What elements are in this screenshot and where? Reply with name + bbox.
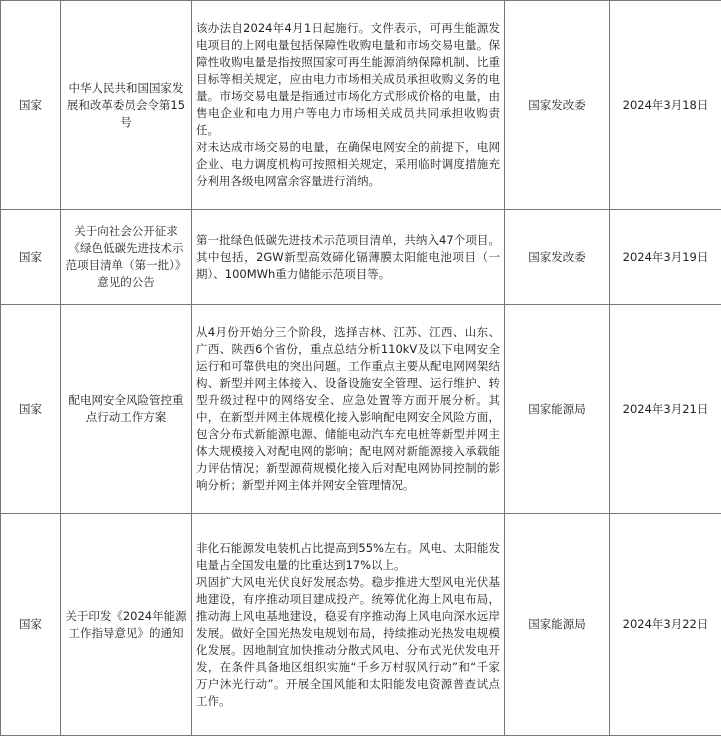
content-paragraph: 从4月份开始分三个阶段，选择吉林、江苏、江西、山东、广西、陕西6个省份，重点总结分析110kV及以下电网安全运行和可靠供电的突出问题。工作重点主要从配电网网架结构、新型并网主体接入、设备设施安全管理、运行维护、转型升级过程中的网络安全、应急处置等方面开展分析。其中，在新型并网主体规模化接入影响配电网安全风险方面，包含分布式新能源电源、储能电动汽车充电桩等新型并网主体大规模接入对配电网的影响；配电网对新能源接入承载能力评估情况；新型源荷规模化接入后对配电网协同控制的影响分析；新型并网主体并网安全管理情况。 xyxy=(196,324,500,494)
table-row xyxy=(1,514,721,736)
policy-title-cell: 中华人民共和国国家发展和改革委员会令第15号 xyxy=(61,1,192,210)
table-row xyxy=(1,305,721,514)
policy-title-cell: 关于印发《2024年能源工作指导意见》的通知 xyxy=(61,514,192,736)
content-paragraph: 对未达成市场交易的电量，在确保电网安全的前提下，电网企业、电力调度机构可按照相关规定，采用临时调度措施充分利用各级电网富余容量进行消纳。 xyxy=(196,139,500,190)
policy-title-cell: 配电网安全风险管控重点行动工作方案 xyxy=(61,305,192,514)
region-cell: 国家 xyxy=(1,305,61,514)
region-cell: 国家 xyxy=(1,210,61,305)
date-cell: 2024年3月21日 xyxy=(610,305,721,514)
region-cell: 国家 xyxy=(1,1,61,210)
region-cell: 国家 xyxy=(1,514,61,736)
table-row xyxy=(1,210,721,305)
department-cell: 国家发改委 xyxy=(505,1,610,210)
date-cell: 2024年3月18日 xyxy=(610,1,721,210)
department-cell: 国家能源局 xyxy=(505,514,610,736)
content-paragraph: 该办法自2024年4月1日起施行。文件表示，可再生能源发电项目的上网电量包括保障性收购电量和市场交易电量。保障性收购电量是指按照国家可再生能源消纳保障机制、比重目标等相关规定，应由电力市场相关成员承担收购义务的电量。市场交易电量是指通过市场化方式形成价格的电量，由售电企业和电力用户等电力市场相关成员共同承担收购责任。 xyxy=(196,20,500,139)
date-cell: 2024年3月19日 xyxy=(610,210,721,305)
content-paragraph: 巩固扩大风电光伏良好发展态势。稳步推进大型风电光伏基地建设，有序推动项目建成投产。统筹优化海上风电布局，推动海上风电基地建设，稳妥有序推动海上风电向深水远岸发展。做好全国光热发电规划布局，持续推动光热发电规模化发展。因地制宜加快推动分散式风电、分布式光伏发电开发，在条件具备地区组织实施“千乡万村驭风行动”和“千家万户沐光行动”。开展全国风能和太阳能发电资源普查试点工作。 xyxy=(196,574,500,710)
content-paragraph: 非化石能源发电装机占比提高到55%左右。风电、太阳能发电量占全国发电量的比重达到17%以上。 xyxy=(196,540,500,574)
policy-content-cell xyxy=(192,514,505,736)
table-row xyxy=(1,1,721,210)
content-paragraph: 第一批绿色低碳先进技术示范项目清单，共纳入47个项目。其中包括，2GW新型高效碲化镉薄膜太阳能电池项目（一期）、100MWh重力储能示范项目等。 xyxy=(196,232,500,283)
policy-content-cell xyxy=(192,305,505,514)
policy-title-cell: 关于向社会公开征求《绿色低碳先进技术示范项目清单（第一批）》意见的公告 xyxy=(61,210,192,305)
department-cell: 国家能源局 xyxy=(505,305,610,514)
policy-content-cell xyxy=(192,1,505,210)
date-cell: 2024年3月22日 xyxy=(610,514,721,736)
department-cell: 国家发改委 xyxy=(505,210,610,305)
policy-content-cell xyxy=(192,210,505,305)
